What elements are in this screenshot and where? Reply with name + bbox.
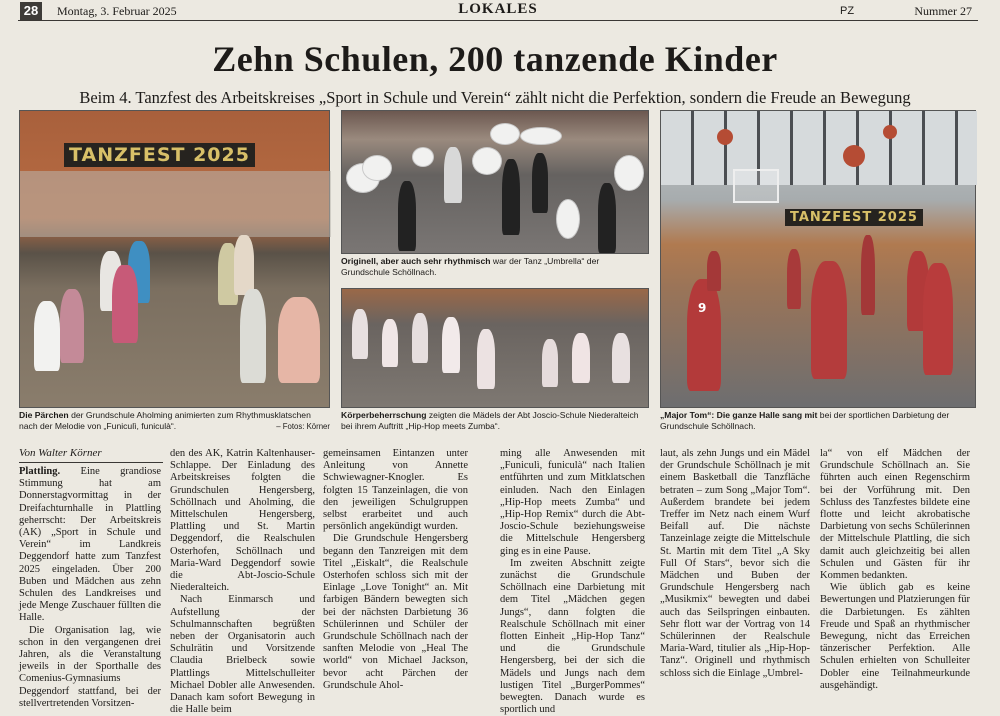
article-column-2: [170, 448, 315, 716]
child-figure: [278, 297, 320, 383]
dancer-figure: [502, 159, 520, 235]
paragraph: gemeinsamen Eintanzen unter Anleitung von Annette Schwiewagner-Knogler. Es folgten 15 Tanzeinlagen, die von den jeweiligen Schulgruppen selbst erarbeitet und auch persönlich angekündigt wurden.: [323, 448, 468, 533]
page-header: [18, 2, 978, 21]
byline: Von Walter Körner: [19, 447, 102, 459]
player-figure: [687, 279, 721, 391]
caption-umbrella-text: war der Tanz „Umbrella“ der Grundschule Schöllnach.: [341, 256, 600, 277]
basketball: [717, 129, 733, 145]
section-title: LOKALES: [458, 1, 538, 17]
umbrella: [412, 147, 434, 167]
paragraph: Die Grundschule Hengersberg begann den Tanzreigen mit dem Titel „Eiskalt“, die Realschule Osterhofen schloss sich mit der Einlage „Love Tonight“ an. Mit farbigen Bändern bewegten sich bei der nächsten Darbietung 36 Schülerinnen und Schüler der Grundschule Schöllnach nach der sanften Melodie von „Heal The world“ von Michael Jackson, bevor acht Pärchen der Grundschule Ahol-: [323, 533, 468, 691]
article-column-5: [660, 448, 810, 680]
umbrella: [362, 155, 392, 181]
dancer-figure: [598, 183, 616, 253]
basketball-hoop: [733, 169, 779, 203]
subheadline: Beim 4. Tanzfest des Arbeitskreises „Sport in Schule und Verein“ zählt nicht die Perfektion, sondern die Freude an Bewegung: [79, 88, 911, 107]
umbrella: [490, 123, 520, 145]
caption-majortom-text: bei der sportlichen Darbietung der Grundschule Schöllnach.: [660, 410, 950, 431]
paragraph: [19, 466, 161, 625]
dancer-figure: [612, 333, 630, 383]
paragraph: ming alle Anwesenden mit „Funiculì, funiculà“ nach Italien entführten und zum Mitklatschen einluden. Nach den Einlagen „Hip-Hop meets Zumba“ und „Hip-Hop Remix“ durch die Abt-Joscio-Schule beziehungsweise die Mittelschule Hengersberg ging es in eine Pause.: [500, 448, 645, 557]
wall-panel: [20, 171, 331, 237]
caption-couples: [19, 410, 330, 432]
tanzfest-banner: TANZFEST 2025: [64, 143, 255, 167]
paragraph: la“ von elf Mädchen der Grundschule Schöllnach an. Sie führten auch einen Regenschirm bei der Vorführung mit. Den Schluss des Tanzfestes bildete eine flotte und leicht akrobatische Darbietung von sechs Schülerinnen der Mittelschule Plattling, die sich damit auch gleichzeitig bei allen Schulen und Gästen für ihr Kommen bedankten.: [820, 448, 970, 582]
paper-abbrev: PZ: [840, 5, 855, 17]
dancer-figure: [412, 313, 428, 363]
dateline: Plattling.: [19, 466, 61, 477]
caption-umbrella: [341, 256, 649, 278]
dancer-figure: [352, 309, 368, 359]
dancer-figure: [477, 329, 495, 389]
dancer-figure: [398, 181, 416, 251]
caption-hiphop: [341, 410, 649, 432]
paragraph: laut, als zehn Jungs und ein Mädel der Grundschule Schöllnach je mit einem Basketball die Tanzfläche betraten – zum Song „Major Tom“. Außerdem brandete bei jedem Treffer im Netz nach einem Wurf Beifall auf. Die nächste Tanzeinlage zeigte die Mittelschule St. Martin mit dem Titel „A Sky Full Of Stars“, bevor sich die Mädchen und Buben der Grundschule Hengersberg nach „Musikmix“ bewegten und dabei auch das Seilspringen einbauten. Sehr flott war der Vortrag von 14 Schülerinnen der Realschule Maria-Ward, titulier als „Hip-Hop-Tanz“. Originell und rhythmisch schloss sich die Einlage „Umbrel-: [660, 448, 810, 679]
caption-hiphop-text: zeigten die Mädels der Abt Joscio-Schule Niederalteich bei ihrem Auftritt „Hip-Hop meets Zumba“.: [341, 410, 639, 431]
article-column-3: [323, 448, 468, 692]
headline: Zehn Schulen, 200 tanzende Kinder: [212, 39, 778, 79]
umbrella: [614, 155, 644, 191]
windows-band: [661, 111, 977, 185]
paragraph-text: Eine grandiose Stimmung hat am Donnerstagvormittag in der Dreifachturnhalle in Plattling geherrscht: Der Arbeitskreis (AK) „Sport in Schule und Verein“ im Landkreis Deggendorf hatte zum Tanzfest 2025 eingeladen. Über 200 Buben und Mädchen aus zehn Schulen des Landkreises und jede Menge Zuschauer füllten die Halle.: [19, 466, 161, 624]
paragraph: den des AK, Katrin Kaltenhauser-Schlappe. Der Einladung des Arbeitskreises folgten die Grundschulen Hengersberg, Schöllnach und Aholming, die Mittelschulen Hengersberg, Plattling und St. Martin Deggendorf, die Realschulen Osterhofen, Schöllnach und Maria-Ward Deggendorf sowie die Abt-Joscio-Schule Niederalteich.: [170, 448, 315, 594]
tanzfest-banner-hall: TANZFEST 2025: [785, 209, 923, 226]
dancer-figure: [572, 333, 590, 383]
caption-majortom-bold: „Major Tom“: Die ganze Halle sang mit: [660, 410, 818, 420]
dancer-figure: [444, 147, 462, 203]
dancer-figure: [542, 339, 558, 387]
dancer-figure: [532, 153, 548, 213]
child-figure: [112, 265, 138, 343]
umbrella: [472, 147, 502, 175]
child-figure: [34, 301, 60, 371]
issue-number: Nummer 27: [914, 4, 972, 18]
article-column-6: [820, 448, 970, 692]
player-number: 9: [698, 301, 707, 315]
player-figure: [811, 261, 847, 379]
photo-basketball-dance: [660, 110, 976, 408]
caption-couples-bold: Die Pärchen: [19, 410, 69, 420]
caption-couples-text: der Grundschule Aholming animierten zum Rhythmusklatschen nach der Melodie von „Funiculì, funiculà“.: [19, 410, 311, 431]
umbrella: [520, 127, 562, 145]
caption-hiphop-bold: Körperbeherrschung: [341, 410, 427, 420]
caption-majortom: [660, 410, 976, 432]
page-number: 28: [20, 2, 42, 20]
photo-umbrella-dance: [341, 110, 649, 254]
caption-umbrella-bold: Originell, aber auch sehr rhythmisch: [341, 256, 491, 266]
paragraph: Die Organisation lag, wie schon in den vergangenen drei Jahren, als die Veranstaltung jeweils in der Sporthalle des Comenius-Gymnasiums Deggendorf stattfand, bei der stellvertretenden Vorsitzen-: [19, 624, 161, 709]
paragraph: Im zweiten Abschnitt zeigte zunächst die Grundschule Schöllnach eine Darbietung mit dem Titel „Mädchen gegen Jungs“, dann folgten die Realschule Schöllnach mit einer flotten Einheit „Hip-Hop Tanz“ und die Grundschule Hengersberg, bei der sich die Mädels und Jungs nach dem lustigen Titel „BurgerPommes“ bewegten. Danach wurde es sportlich und: [500, 557, 645, 716]
dancer-figure: [442, 317, 460, 373]
photo-credit: – Fotos: Körner: [276, 422, 330, 431]
child-figure: [60, 289, 84, 363]
basketball: [883, 125, 897, 139]
article-column-4: [500, 448, 645, 716]
photo-couples-dancing: [19, 110, 330, 408]
header-date: Montag, 3. Februar 2025: [57, 4, 177, 18]
player-figure: [707, 251, 721, 291]
basketball: [843, 145, 865, 167]
umbrella: [556, 199, 580, 239]
byline-divider: [19, 462, 163, 463]
photo-hiphop-zumba: [341, 288, 649, 408]
child-figure: [234, 235, 254, 295]
player-figure: [787, 249, 801, 309]
paragraph: Nach Einmarsch und Aufstellung der Schulmannschaften begrüßten neben der Organisatorin auch Schulrätin und Vorsitzende Claudia Brielbeck sowie Plattlings Mittelschulleiter Michael Dobler alle Anwesenden. Danach kam sofort Bewegung in die Halle beim: [170, 594, 315, 716]
dancer-figure: [382, 319, 398, 367]
player-figure: [923, 263, 953, 375]
article-column-1: [19, 466, 161, 710]
player-figure: [861, 235, 875, 315]
paragraph: Wie üblich gab es keine Bewertungen und Platzierungen für die Darbietungen. Es zählten Freude und Spaß an rhythmischer Bewegung, nicht das Erreichen tänzerischer Perfektion. Alle Schulen erhielten von Schulleiter Dobler eine Teilnahmeurkunde ausgehändigt.: [820, 582, 970, 691]
child-figure: [240, 289, 266, 383]
